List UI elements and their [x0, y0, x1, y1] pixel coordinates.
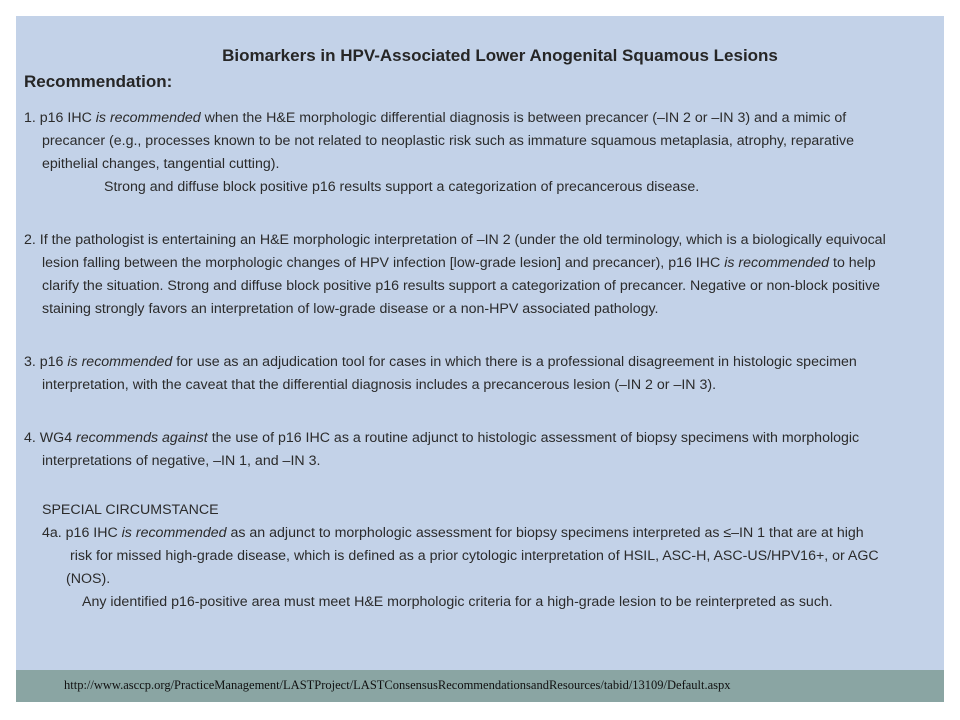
special-line-3: (NOS).	[66, 571, 111, 587]
source-url-link[interactable]: http://www.asccp.org/PracticeManagement/LASTProject/LASTConsensusRecommendationsandResources/tabid/13109/Default.aspx	[64, 678, 731, 692]
special-text-cont: as an adjunct to morphologic assessment for biopsy specimens interpreted as ≤–IN 1 that are at high	[226, 525, 864, 541]
recommendation-item-2	[24, 229, 939, 321]
special-line-4: Any identified p16-positive area must meet H&E morphologic criteria for a high-grade lesion to be reinterpreted as such.	[82, 594, 833, 610]
item-4-text: 4. WG4	[24, 430, 77, 446]
item-4-line-2: interpretations of negative, –IN 1, and –IN 3.	[42, 453, 321, 469]
item-1-line-1	[24, 107, 939, 130]
item-2-emphasis: is recommended	[724, 255, 830, 271]
special-line-2: risk for missed high-grade disease, which is defined as a prior cytologic interpretation of HSIL, ASC-H, ASC-US/HPV16+, or AGC	[70, 548, 879, 564]
recommendation-item-3	[24, 351, 939, 397]
recommendation-item-4	[24, 427, 939, 473]
item-4-line-1	[24, 427, 939, 450]
special-emphasis: is recommended	[121, 525, 227, 541]
item-1-line-4: Strong and diffuse block positive p16 results support a categorization of precancerous disease.	[104, 179, 700, 195]
slide-panel	[16, 16, 944, 670]
item-2-line-1: 2. If the pathologist is entertaining an H&E morphologic interpretation of –IN 2 (under the old terminology, which is a biologically equivocal	[24, 232, 886, 248]
item-1-emphasis: is recommended	[95, 110, 201, 126]
recommendation-heading: Recommendation:	[24, 72, 173, 91]
item-1-text: 1. p16 IHC	[24, 110, 96, 126]
special-line-1	[24, 522, 939, 545]
item-1-line-3: epithelial changes, tangential cutting).	[42, 156, 280, 172]
item-2-text: lesion falling between the morphologic changes of HPV infection [low-grade lesion] and precancer), p16 IHC	[42, 255, 725, 271]
item-3-line-2: interpretation, with the caveat that the differential diagnosis includes a precancerous lesion (–IN 2 or –IN 3).	[42, 377, 717, 393]
item-3-text: 3. p16	[24, 354, 68, 370]
item-2-line-4: staining strongly favors an interpretation of low-grade disease or a non-HPV associated pathology.	[42, 301, 659, 317]
special-text: 4a. p16 IHC	[42, 525, 122, 541]
special-circumstance	[24, 499, 939, 614]
item-2-line-3: clarify the situation. Strong and diffuse block positive p16 results support a categorization of precancer. Negative or non-block positive	[42, 278, 881, 294]
item-3-text-cont: for use as an adjudication tool for cases in which there is a professional disagreement in histologic specimen	[172, 354, 857, 370]
item-1-line-2: precancer (e.g., processes known to be not related to neoplastic risk such as immature squamous metaplasia, atrophy, reparative	[42, 133, 854, 149]
item-4-emphasis: recommends against	[76, 430, 208, 446]
item-2-text-cont: to help	[829, 255, 876, 271]
item-3-emphasis: is recommended	[67, 354, 173, 370]
item-3-line-1	[24, 351, 939, 374]
item-2-line-2	[24, 252, 939, 275]
item-4-text-cont: the use of p16 IHC as a routine adjunct to histologic assessment of biopsy specimens with morphologic	[207, 430, 860, 446]
item-1-text-cont: when the H&E morphologic differential diagnosis is between precancer (–IN 2 or –IN 3) and a mimic of	[200, 110, 847, 126]
footer-bar	[16, 670, 944, 702]
recommendation-item-1	[24, 107, 939, 199]
slide-title: Biomarkers in HPV-Associated Lower Anogenital Squamous Lesions	[222, 46, 778, 65]
special-heading: SPECIAL CIRCUMSTANCE	[42, 502, 219, 518]
